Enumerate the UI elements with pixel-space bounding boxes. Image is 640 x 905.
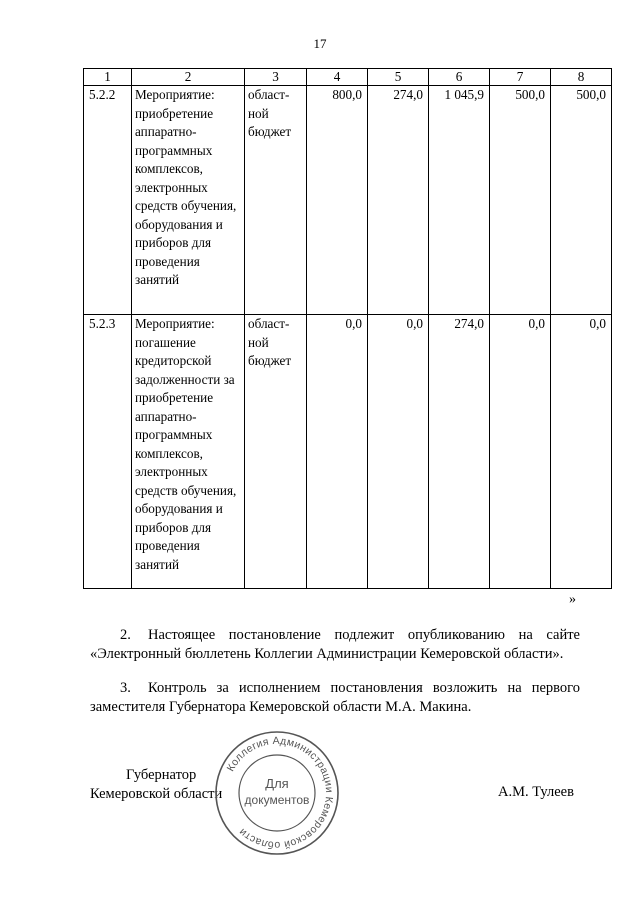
- header-cell: 6: [429, 69, 490, 86]
- table-row: [84, 86, 612, 315]
- row-value: 500,0: [551, 86, 612, 315]
- row-value: 0,0: [368, 315, 429, 589]
- paragraph-number: 2.: [120, 627, 131, 643]
- paragraph-3: [90, 679, 580, 716]
- paragraph-2: [90, 626, 580, 663]
- row-name: Мероприятие: погашение кредиторской задолженности за приобретение аппаратно-программных комплексов, электронных средств обучения, оборудования и приборов для проведения занятий: [132, 315, 245, 589]
- row-value: 274,0: [429, 315, 490, 589]
- stamp-center-line1: Для: [265, 776, 289, 791]
- row-source: област-ной бюджет: [245, 86, 307, 315]
- stamp-ring-text: Коллегия Администрации Кемеровской области: [224, 734, 336, 852]
- row-value: 1 045,9: [429, 86, 490, 315]
- row-value: 0,0: [551, 315, 612, 589]
- stamp-center-line2: документов: [244, 793, 310, 807]
- header-cell: 8: [551, 69, 612, 86]
- header-cell: 7: [490, 69, 551, 86]
- row-value: 274,0: [368, 86, 429, 315]
- row-name: Мероприятие: приобретение аппаратно-программных комплексов, электронных средств обучения, оборудования и приборов для проведения занятий: [132, 86, 245, 315]
- header-cell: 2: [132, 69, 245, 86]
- table-row: [84, 315, 612, 589]
- row-source: област-ной бюджет: [245, 315, 307, 589]
- table-header-row: [84, 69, 612, 86]
- budget-table: [83, 68, 612, 589]
- header-cell: 3: [245, 69, 307, 86]
- header-cell: 5: [368, 69, 429, 86]
- row-value: 0,0: [307, 315, 368, 589]
- paragraph-number: 3.: [120, 680, 131, 696]
- row-code: 5.2.2: [84, 86, 132, 315]
- paragraph-text: Контроль за исполнением постановления возложить на первого заместителя Губернатора Кемеровской области М.А. Макина.: [90, 680, 580, 715]
- row-code: 5.2.3: [84, 315, 132, 589]
- row-value: 0,0: [490, 315, 551, 589]
- header-cell: 1: [84, 69, 132, 86]
- paragraph-text: Настоящее постановление подлежит опубликованию на сайте «Электронный бюллетень Коллегии Администрации Кемеровской области».: [90, 627, 580, 662]
- header-cell: 4: [307, 69, 368, 86]
- row-value: 500,0: [490, 86, 551, 315]
- closing-quote: »: [569, 592, 576, 607]
- official-stamp: [212, 728, 342, 858]
- page-number: 17: [313, 36, 327, 51]
- signer-title-line2: Кемеровской области: [90, 786, 223, 802]
- signer-name: А.М. Тулеев: [498, 784, 574, 800]
- row-value: 800,0: [307, 86, 368, 315]
- signer-title-line1: Губернатор: [126, 767, 197, 783]
